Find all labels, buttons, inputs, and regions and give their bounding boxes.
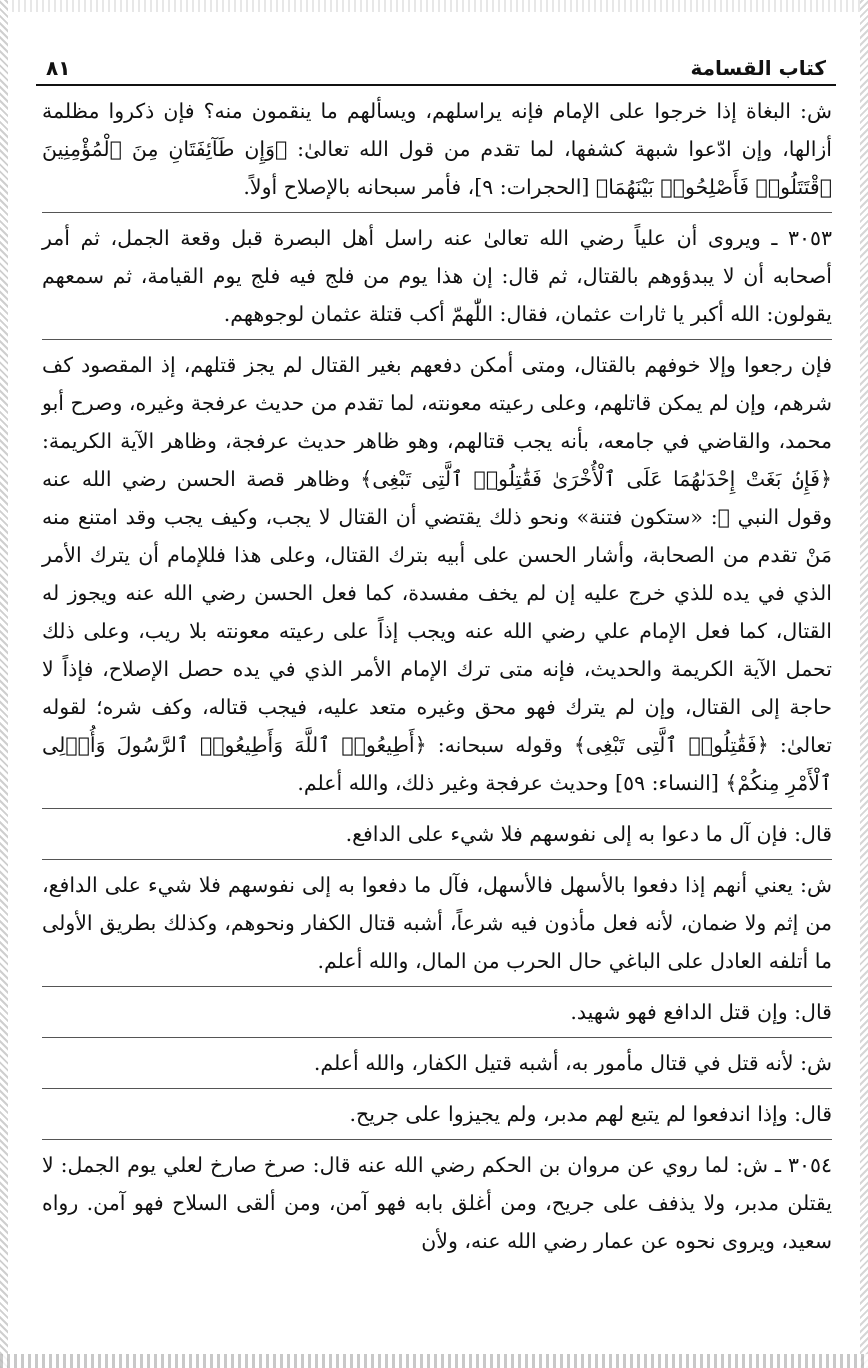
paragraph-commentary-rebels: ش: البغاة إذا خرجوا على الإمام فإنه يراسلهم، ويسألهم ما ينقمون منه؟ فإن ذكروا مظلمة أزالها، وإن ادّعوا شبهة كشفها، لما تقدم من قول الله تعالىٰ: ﴿وَإِن طَآئِفَتَانِ مِنَ ٱلْمُؤْمِنِينَ ٱقْتَتَلُوا۟ فَأَصْلِحُوا۟ بَيْنَهُمَا﴾ [الحجرات: ٩]، فأمر سبحانه بالإصلاح أولاً. bbox=[42, 99, 832, 199]
page-header bbox=[36, 40, 836, 86]
divider bbox=[42, 1139, 832, 1140]
paragraph-hadith-3054: ٣٠٥٤ ـ ش: لما روي عن مروان بن الحكم رضي الله عنه قال: صرخ صارخ لعلي يوم الجمل: لا يقتلن مدبر، ولا يذفف على جريح، ومن أغلق بابه فهو آمن، ومن ألقى السلاح فهو آمن. رواه سعيد، ويروى نحوه عن عمار رضي الله عنه، ولأن bbox=[42, 1153, 832, 1253]
paragraph-commentary-defender: ش: يعني أنهم إذا دفعوا بالأسهل فالأسهل، فآل ما دفعوا به إلى نفوسهم فلا شيء على الدافع، من إثم ولا ضمان، لأنه فعل مأذون فيه شرعاً، أشبه قتال الكفار ونحوهم، وكذلك بطريق الأولى ما أتلفه العادل على الباغي حال الحرب من المال، والله أعلم. bbox=[42, 873, 832, 973]
paragraph-hadith-3053: ٣٠٥٣ ـ ويروى أن علياً رضي الله تعالىٰ عنه راسل أهل البصرة قبل وقعة الجمل، ثم أمر أصحابه أن لا يبدؤوهم بالقتال، ثم قال: إن هذا يوم من فلج فيه فلج يوم القيامة، ثم سمعهم يقولون: الله أكبر يا ثارات عثمان، فقال: اللّٰهمّ أكب قتلة عثمان لوجوههم. bbox=[42, 226, 832, 326]
scan-edge-bottom bbox=[0, 1354, 868, 1368]
scan-edge-left bbox=[0, 0, 8, 1368]
divider bbox=[42, 212, 832, 213]
paragraph-matn-martyr: قال: وإن قتل الدافع فهو شهيد. bbox=[570, 1000, 832, 1024]
divider bbox=[42, 1037, 832, 1038]
page-content bbox=[36, 86, 836, 1260]
paragraph-matn-retreat: قال: وإذا اندفعوا لم يتبع لهم مدبر، ولم يجيزوا على جريح. bbox=[349, 1102, 832, 1126]
paragraph-matn-defender: قال: فإن آل ما دعوا به إلى نفوسهم فلا شيء على الدافع. bbox=[345, 822, 832, 846]
book-title: كتاب القسامة bbox=[690, 56, 826, 80]
scan-edge-top bbox=[0, 0, 868, 12]
scan-edge-right bbox=[860, 0, 868, 1368]
divider bbox=[42, 986, 832, 987]
divider bbox=[42, 808, 832, 809]
divider bbox=[42, 339, 832, 340]
paragraph-fighting-ruling: فإن رجعوا وإلا خوفهم بالقتال، ومتى أمكن دفعهم بغير القتال لم يجز قتلهم، إذ المقصود كف شرهم، وإن لم يمكن قاتلهم، وعلى رعيته معونته، لما تقدم من حديث عرفجة وغيره، وصرح أبو محمد، والقاضي في جامعه، بأنه يجب قتالهم، وهو ظاهر حديث عرفجة، وظاهر الآية الكريمة: ﴿فَإِنۢ بَغَتْ إِحْدَىٰهُمَا عَلَى ٱلْأُخْرَىٰ فَقَٰتِلُوا۟ ٱلَّتِى تَبْغِى﴾ وظاهر قصة الحسن رضي الله عنه وقول النبي ﷺ: «ستكون فتنة» ونحو ذلك يقتضي أن القتال لا يجب، وكيف يجب وقد امتنع منه مَنْ تقدم من الصحابة، وأشار الحسن على أبيه بترك القتال، وعلى هذا فللإمام أن يترك الأمر الذي في يده للذي خرج عليه إن لم يخف مفسدة، كما فعل الحسن رضي الله عنه ويجوز له القتال، كما فعل الإمام علي رضي الله عنه ويجب إذاً على رعيته معونته بلا ريب، وعلى ذلك تحمل الآية الكريمة والحديث، فإنه متى ترك الإمام الأمر الذي في يده حصل الإصلاح، فإذاً لا حاجة إلى القتال، وإن لم يترك فهو محق وغيره متعد عليه، فيجب قتاله، وكف شره؛ لقوله تعالىٰ: ﴿فَقَٰتِلُوا۟ ٱلَّتِى تَبْغِى﴾ وقوله سبحانه: ﴿أَطِيعُوا۟ ٱللَّهَ وَأَطِيعُوا۟ ٱلرَّسُولَ وَأُو۟لِى ٱلْأَمْرِ مِنكُمْ﴾ [النساء: ٥٩] وحديث عرفجة وغير ذلك، والله أعلم. bbox=[42, 353, 832, 795]
book-page bbox=[36, 40, 836, 1260]
divider bbox=[42, 859, 832, 860]
paragraph-commentary-martyr: ش: لأنه قتل في قتال مأمور به، أشبه قتيل الكفار، والله أعلم. bbox=[313, 1051, 832, 1075]
divider bbox=[42, 1088, 832, 1089]
page-number: ٨١ bbox=[46, 56, 71, 80]
